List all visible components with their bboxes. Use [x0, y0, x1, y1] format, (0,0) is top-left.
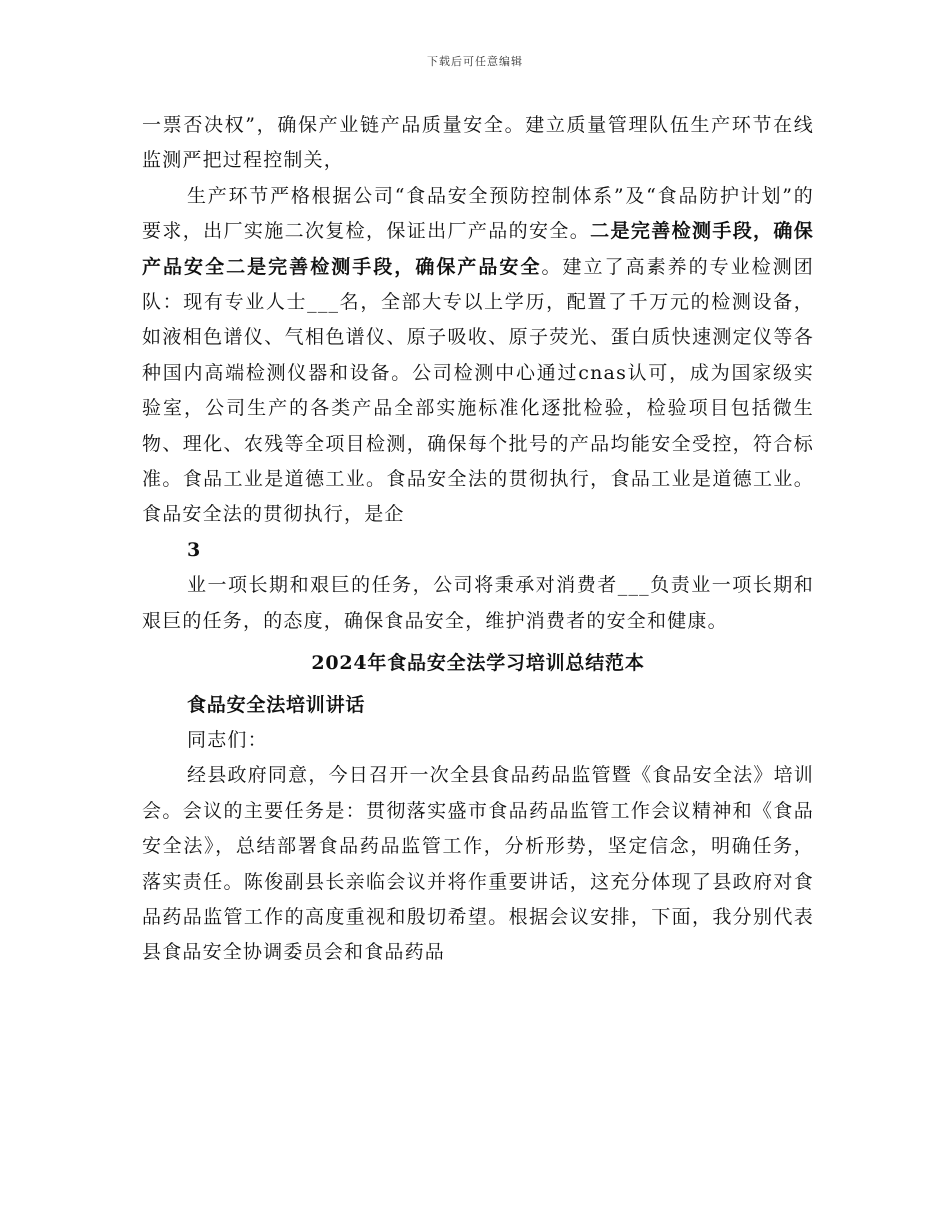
salutation: 同志们： — [187, 728, 268, 751]
paragraph-responsibility: 业一项长期和艰巨的任务，公司将秉承对消费者___负责业一项长期和艰巨的任务，的态度，确保食品安全，维护消费者的安全和健康。 — [142, 574, 814, 632]
section-subtitle: 食品安全法培训讲话 — [187, 693, 366, 716]
document-title: 2024年食品安全法学习培训总结范本 — [311, 652, 645, 675]
document-body — [142, 108, 814, 971]
page-number: 3 — [187, 538, 201, 561]
paragraph-speech: 经县政府同意，今日召开一次全县食品药品监管暨《食品安全法》培训会。会议的主要任务是：贯彻落实盛市食品药品监管工作会议精神和《食品安全法》，总结部署食品药品监管工作，分析形势，坚定信念，明确任务，落实责任。陈俊副县长亲临会议并将作重要讲话，这充分体现了县政府对食品药品监管工作的高度重视和殷切希望。根据会议安排，下面，我分别代表县食品安全协调委员会和食品药品 — [142, 764, 814, 964]
paragraph-text: 生产环节严格根据公司“食品安全预防控制体系”及“食品防护计划”的要求，出厂实施二次复检，保证出厂产品的安全。 — [142, 184, 814, 243]
paragraph-continuation: 一票否决权”，确保产业链产品质量安全。建立质量管理队伍生产环节在线监测严把过程控制关， — [142, 114, 814, 172]
bold-heading-inline: 二是完善检测手段，确保产品安全二是完善检测手段，确保产品安全 — [142, 220, 814, 278]
paragraph-text-rest: 。建立了高素养的专业检测团队：现有专业人士___名，全部大专以上学历，配置了千万元的检测设备，如液相色谱仪、气相色谱仪、原子吸收、原子荧光、蛋白质快速测定仪等各种国内高端检测仪器和设备。公司检测中心通过cnas认可，成为国家级实验室，公司生产的各类产品全部实施标准化逐批检验，检验项目包括微生物、理化、农残等全项目检测，确保每个批号的产品均能安全受控，符合标准。食品工业是道德工业。食品安全法的贯彻执行，食品工业是道德工业。食品安全法的贯彻执行，是企 — [142, 255, 814, 526]
page-header: 下载后可任意编辑 — [427, 55, 523, 68]
paragraph-inspection — [142, 179, 814, 533]
